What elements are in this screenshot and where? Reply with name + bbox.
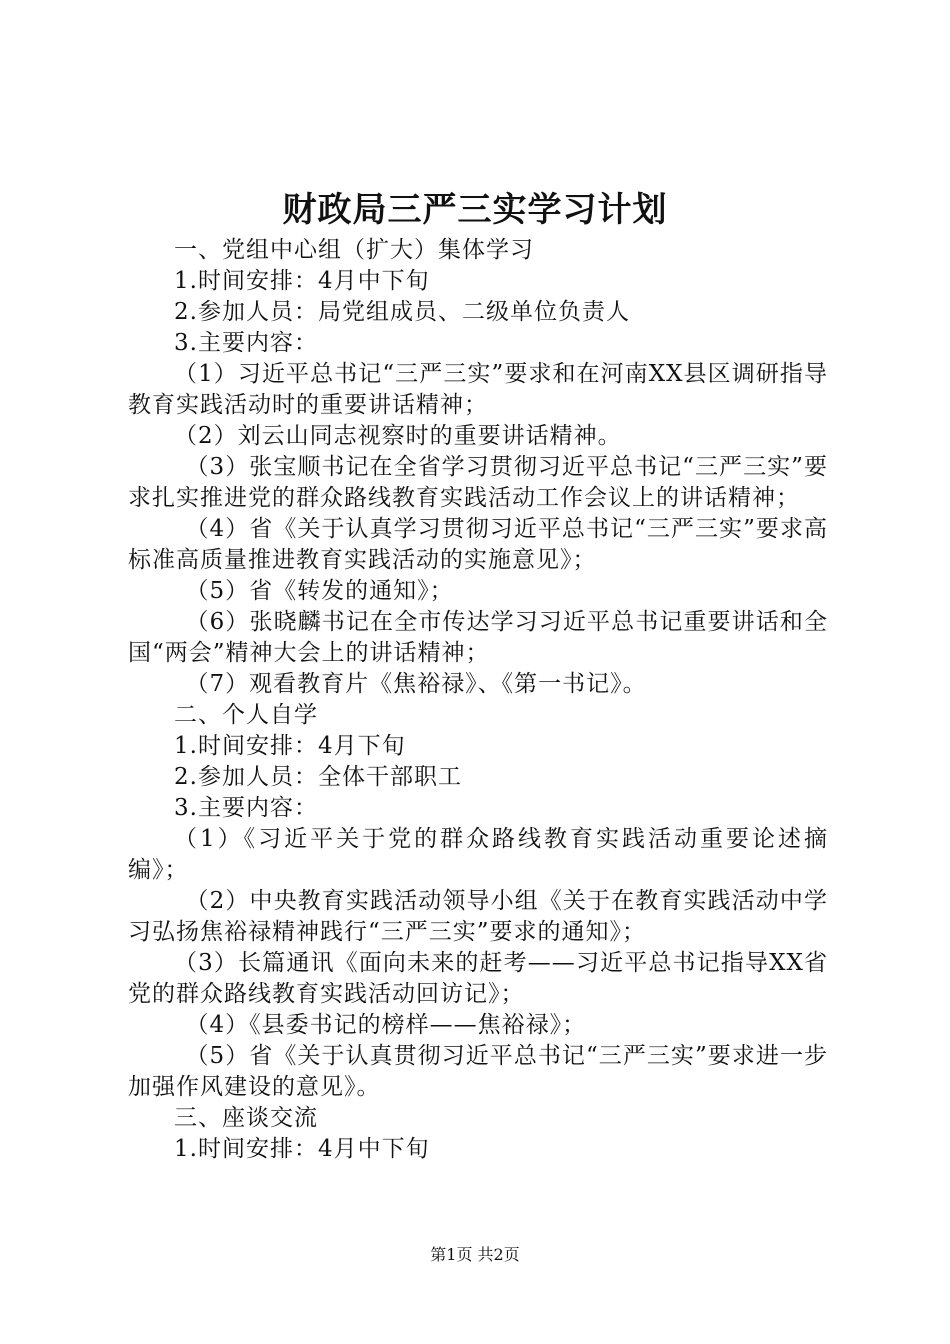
- list-item: （3）张宝顺书记在全省学习贯彻习近平总书记“三严三实”要求扎实推进党的群众路线教育实践活动工作会议上的讲话精神；: [128, 454, 828, 511]
- list-item: （1）习近平总书记“三严三实”要求和在河南XX县区调研指导教育实践活动时的重要讲话精神；: [128, 361, 828, 418]
- paragraph: 3.主要内容：: [174, 795, 318, 821]
- list-item: （4）《县委书记的榜样——焦裕禄》；: [185, 1012, 587, 1038]
- list-item: （2）中央教育实践活动领导小组《关于在教育实践活动中学习弘扬焦裕禄精神践行“三严三实”要求的通知》；: [128, 888, 828, 945]
- list-item: （3）长篇通讯《面向未来的赶考——习近平总书记指导XX省党的群众路线教育实践活动回访记》；: [128, 950, 828, 1007]
- section-heading: 二、个人自学: [174, 702, 318, 728]
- paragraph: 1.时间安排：4月中下旬: [174, 268, 430, 294]
- list-item: （7）观看教育片《焦裕禄》、《第一书记》。: [185, 671, 647, 697]
- paragraph: 1.时间安排：4月下旬: [174, 733, 406, 759]
- document-title: 财政局三严三实学习计划: [282, 190, 668, 230]
- page-number-footer: 第1页 共2页: [430, 1245, 520, 1264]
- list-item: （1）《习近平关于党的群众路线教育实践活动重要论述摘编》；: [128, 826, 828, 883]
- list-item: （2）刘云山同志视察时的重要讲话精神。: [174, 423, 622, 449]
- paragraph: 1.时间安排：4月中下旬: [174, 1136, 430, 1162]
- list-item: （4）省《关于认真学习贯彻习近平总书记“三严三实”要求高标准高质量推进教育实践活动的实施意见》；: [128, 516, 828, 573]
- section-heading: 一、党组中心组（扩大）集体学习: [174, 237, 534, 263]
- list-item: （5）省《关于认真贯彻习近平总书记“三严三实”要求进一步加强作风建设的意见》。: [128, 1043, 828, 1100]
- paragraph: 3.主要内容：: [174, 330, 318, 356]
- paragraph: 2.参加人员：局党组成员、二级单位负责人: [174, 299, 630, 325]
- list-item: （6）张晓麟书记在全市传达学习习近平总书记重要讲话和全国“两会”精神大会上的讲话精神；: [128, 609, 828, 666]
- section-heading: 三、座谈交流: [174, 1105, 318, 1131]
- list-item: （5）省《转发的通知》；: [185, 578, 454, 604]
- paragraph: 2.参加人员：全体干部职工: [174, 764, 462, 790]
- document-body: [128, 235, 828, 1165]
